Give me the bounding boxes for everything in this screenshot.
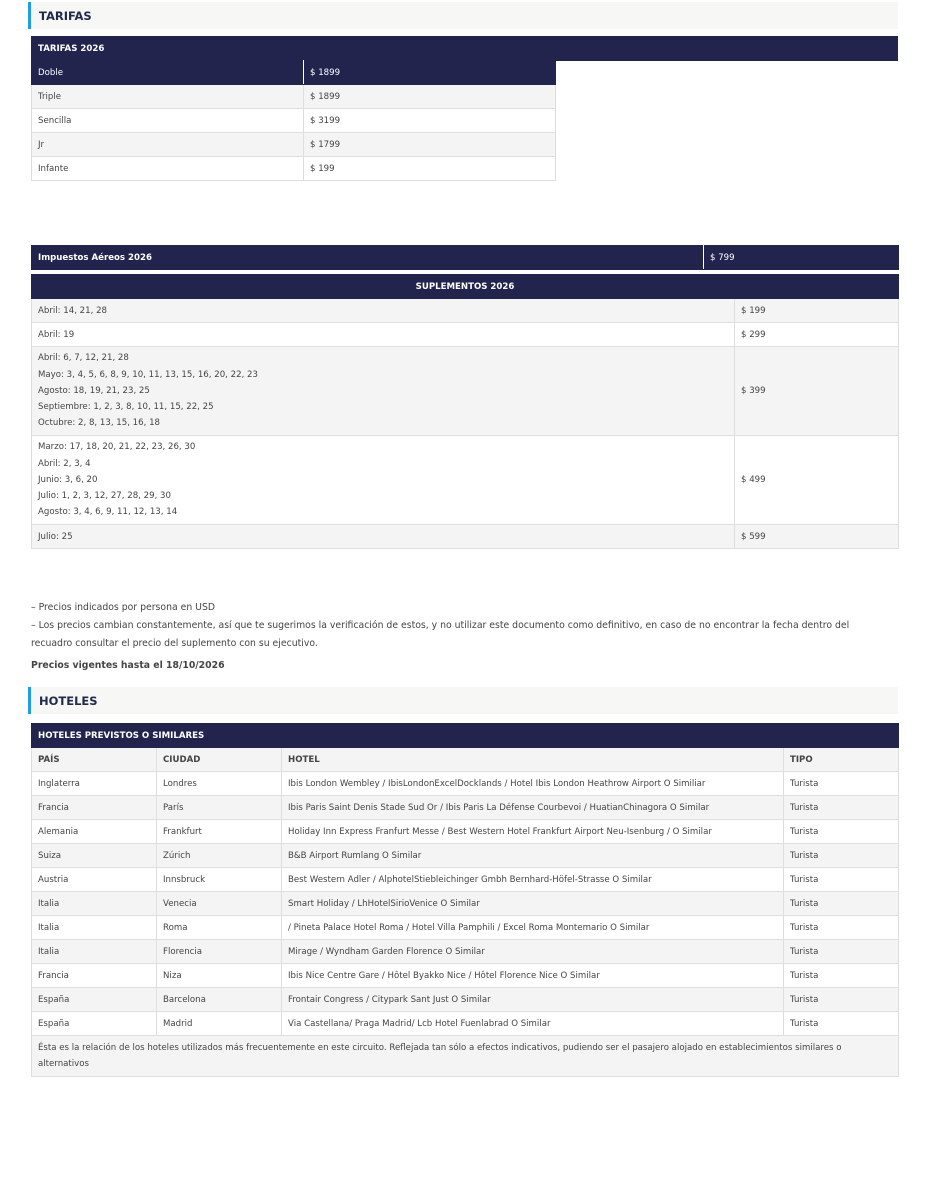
table-row [32, 436, 899, 525]
rate-price: $ 3199 [304, 109, 556, 133]
hotels-footnote: Ésta es la relación de los hoteles utilizados más frecuentemente en este circuito. Reflejada tan sólo a efectos indicativos, pudiendo ser el pasajero alojado en establecimientos similares o alternativos [32, 1036, 899, 1077]
supplement-date-line: Mayo: 3, 4, 5, 6, 8, 9, 10, 11, 13, 15, 16, 20, 22, 23 [38, 369, 258, 380]
hoteles-table [31, 723, 899, 1077]
hotel-country: Francia [32, 796, 157, 820]
table-row [32, 133, 556, 157]
table-row [32, 157, 556, 181]
rate-label: Sencilla [32, 109, 304, 133]
hotel-city: Roma [157, 916, 282, 940]
hotel-name: Via Castellana/ Praga Madrid/ Lcb Hotel Fuenlabrad O Similar [282, 1012, 784, 1036]
rate-price: $ 1799 [304, 133, 556, 157]
hotel-type: Turista [784, 868, 899, 892]
supplement-price: $ 299 [735, 323, 899, 347]
hotel-name: Best Western Adler / AlphotelStiebleichinger Gmbh Bernhard-Höfel-Strasse O Similar [282, 868, 784, 892]
table-row [32, 299, 899, 323]
hotel-city: Florencia [157, 940, 282, 964]
table-row [32, 246, 899, 270]
hotel-country: España [32, 1012, 157, 1036]
column-header-hotel: HOTEL [282, 748, 784, 772]
hotel-city: Barcelona [157, 988, 282, 1012]
table-row [32, 868, 899, 892]
table-row [32, 844, 899, 868]
table-row [32, 85, 556, 109]
table-row [32, 347, 899, 436]
rate-label: Doble [32, 61, 304, 85]
impuestos-table [31, 245, 899, 270]
supplement-price: $ 199 [735, 299, 899, 323]
supplement-date-line: Junio: 3, 6, 20 [38, 474, 98, 485]
hotel-country: Italia [32, 892, 157, 916]
hotel-city: Venecia [157, 892, 282, 916]
supplement-dates [32, 436, 735, 525]
supplement-date-line: Julio: 1, 2, 3, 12, 27, 28, 29, 30 [38, 491, 171, 502]
supplement-date-line: Agosto: 18, 19, 21, 23, 25 [38, 385, 150, 396]
hotel-country: Suiza [32, 844, 157, 868]
supplement-dates: Abril: 14, 21, 28 [32, 299, 735, 323]
hotel-name: Holiday Inn Express Franfurt Messe / Best Western Hotel Frankfurt Airport Neu-Isenburg / O Similar [282, 820, 784, 844]
hotel-country: Italia [32, 916, 157, 940]
table-row [32, 988, 899, 1012]
rate-price: $ 1899 [304, 85, 556, 109]
tarifas-section-header [28, 2, 898, 29]
hotel-type: Turista [784, 940, 899, 964]
table-footnote-row [32, 1036, 899, 1077]
table-row [32, 772, 899, 796]
table-header-row [32, 748, 899, 772]
hotel-name: Mirage / Wyndham Garden Florence O Similar [282, 940, 784, 964]
hotel-name: / Pineta Palace Hotel Roma / Hotel Villa Pamphili / Excel Roma Montemario O Similar [282, 916, 784, 940]
hotel-country: Austria [32, 868, 157, 892]
hotel-name: Ibis London Wembley / IbisLondonExcelDocklands / Hotel Ibis London Heathrow Airport O Similiar [282, 772, 784, 796]
table-row [32, 109, 556, 133]
hotel-city: Innsbruck [157, 868, 282, 892]
suplementos-table [31, 274, 899, 549]
hotel-city: París [157, 796, 282, 820]
hotel-city: Niza [157, 964, 282, 988]
hotel-name: Ibis Nice Centre Gare / Hôtel Byakko Nice / Hôtel Florence Nice O Similar [282, 964, 784, 988]
rate-label: Jr [32, 133, 304, 157]
supplement-price: $ 599 [735, 525, 899, 549]
hotel-country: España [32, 988, 157, 1012]
table-row [32, 892, 899, 916]
supplement-dates: Julio: 25 [32, 525, 735, 549]
hotel-type: Turista [784, 844, 899, 868]
supplement-price: $ 499 [735, 436, 899, 525]
table-row [32, 820, 899, 844]
supplement-price: $ 399 [735, 347, 899, 436]
hotel-type: Turista [784, 988, 899, 1012]
table-row [32, 525, 899, 549]
rate-price: $ 199 [304, 157, 556, 181]
table-row [32, 796, 899, 820]
table-row [32, 940, 899, 964]
column-header-pais: PAÍS [32, 748, 157, 772]
supplement-date-line: Octubre: 2, 8, 13, 15, 16, 18 [38, 418, 161, 429]
column-header-ciudad: CIUDAD [157, 748, 282, 772]
suplementos-title: SUPLEMENTOS 2026 [32, 275, 899, 299]
hotel-type: Turista [784, 916, 899, 940]
hoteles-table-title: HOTELES PREVISTOS O SIMILARES [32, 724, 899, 748]
supplement-dates: Abril: 19 [32, 323, 735, 347]
rate-label: Triple [32, 85, 304, 109]
hotel-type: Turista [784, 796, 899, 820]
note-validity: Precios vigentes hasta el 18/10/2026 [31, 660, 225, 671]
tarifas-title-table [31, 36, 898, 61]
rate-price: $ 1899 [304, 61, 556, 85]
supplement-date-line: Marzo: 17, 18, 20, 21, 22, 23, 26, 30 [38, 442, 196, 453]
tarifas-section-title: TARIFAS [39, 9, 92, 23]
hotel-country: Italia [32, 940, 157, 964]
hotel-name: Ibis Paris Saint Denis Stade Sud Or / Ibis Paris La Défense Courbevoi / HuatianChinagora O Similar [282, 796, 784, 820]
hotel-type: Turista [784, 820, 899, 844]
supplement-dates [32, 347, 735, 436]
hotel-city: Madrid [157, 1012, 282, 1036]
column-header-tipo: TIPO [784, 748, 899, 772]
note-usd: – Precios indicados por persona en USD [31, 602, 216, 613]
hotel-type: Turista [784, 772, 899, 796]
hotel-city: Londres [157, 772, 282, 796]
hotel-name: Frontair Congress / Citypark Sant Just O Similar [282, 988, 784, 1012]
supplement-date-line: Abril: 6, 7, 12, 21, 28 [38, 353, 129, 364]
note-disclaimer: – Los precios cambian constantemente, así que te sugerimos la verificación de estos, y no utilizar este documento como definitivo, en caso de no encontrar la fecha dentro del recuadro consultar el precio del suplemento con su ejecutivo. [31, 620, 850, 649]
impuestos-price: $ 799 [704, 246, 899, 270]
table-row [32, 323, 899, 347]
supplement-date-line: Abril: 2, 3, 4 [38, 458, 91, 469]
hotel-country: Alemania [32, 820, 157, 844]
rate-label: Infante [32, 157, 304, 181]
hotel-country: Inglaterra [32, 772, 157, 796]
table-row [32, 964, 899, 988]
hotel-name: B&B Airport Rumlang O Similar [282, 844, 784, 868]
hotel-city: Zúrich [157, 844, 282, 868]
hoteles-section-header [28, 687, 898, 714]
hotel-country: Francia [32, 964, 157, 988]
hotel-type: Turista [784, 1012, 899, 1036]
table-row [32, 61, 556, 85]
tarifas-table-title: TARIFAS 2026 [32, 37, 898, 61]
hotel-type: Turista [784, 892, 899, 916]
table-row [32, 1012, 899, 1036]
supplement-date-line: Septiembre: 1, 2, 3, 8, 10, 11, 15, 22, 25 [38, 402, 214, 413]
hotel-city: Frankfurt [157, 820, 282, 844]
table-row [32, 916, 899, 940]
notes-block [31, 599, 891, 675]
supplement-date-line: Agosto: 3, 4, 6, 9, 11, 12, 13, 14 [38, 507, 178, 518]
hoteles-section-title: HOTELES [39, 694, 98, 708]
impuestos-label: Impuestos Aéreos 2026 [32, 246, 704, 270]
hotel-name: Smart Holiday / LhHotelSirioVenice O Similar [282, 892, 784, 916]
hotel-type: Turista [784, 964, 899, 988]
tarifas-table [31, 60, 556, 181]
